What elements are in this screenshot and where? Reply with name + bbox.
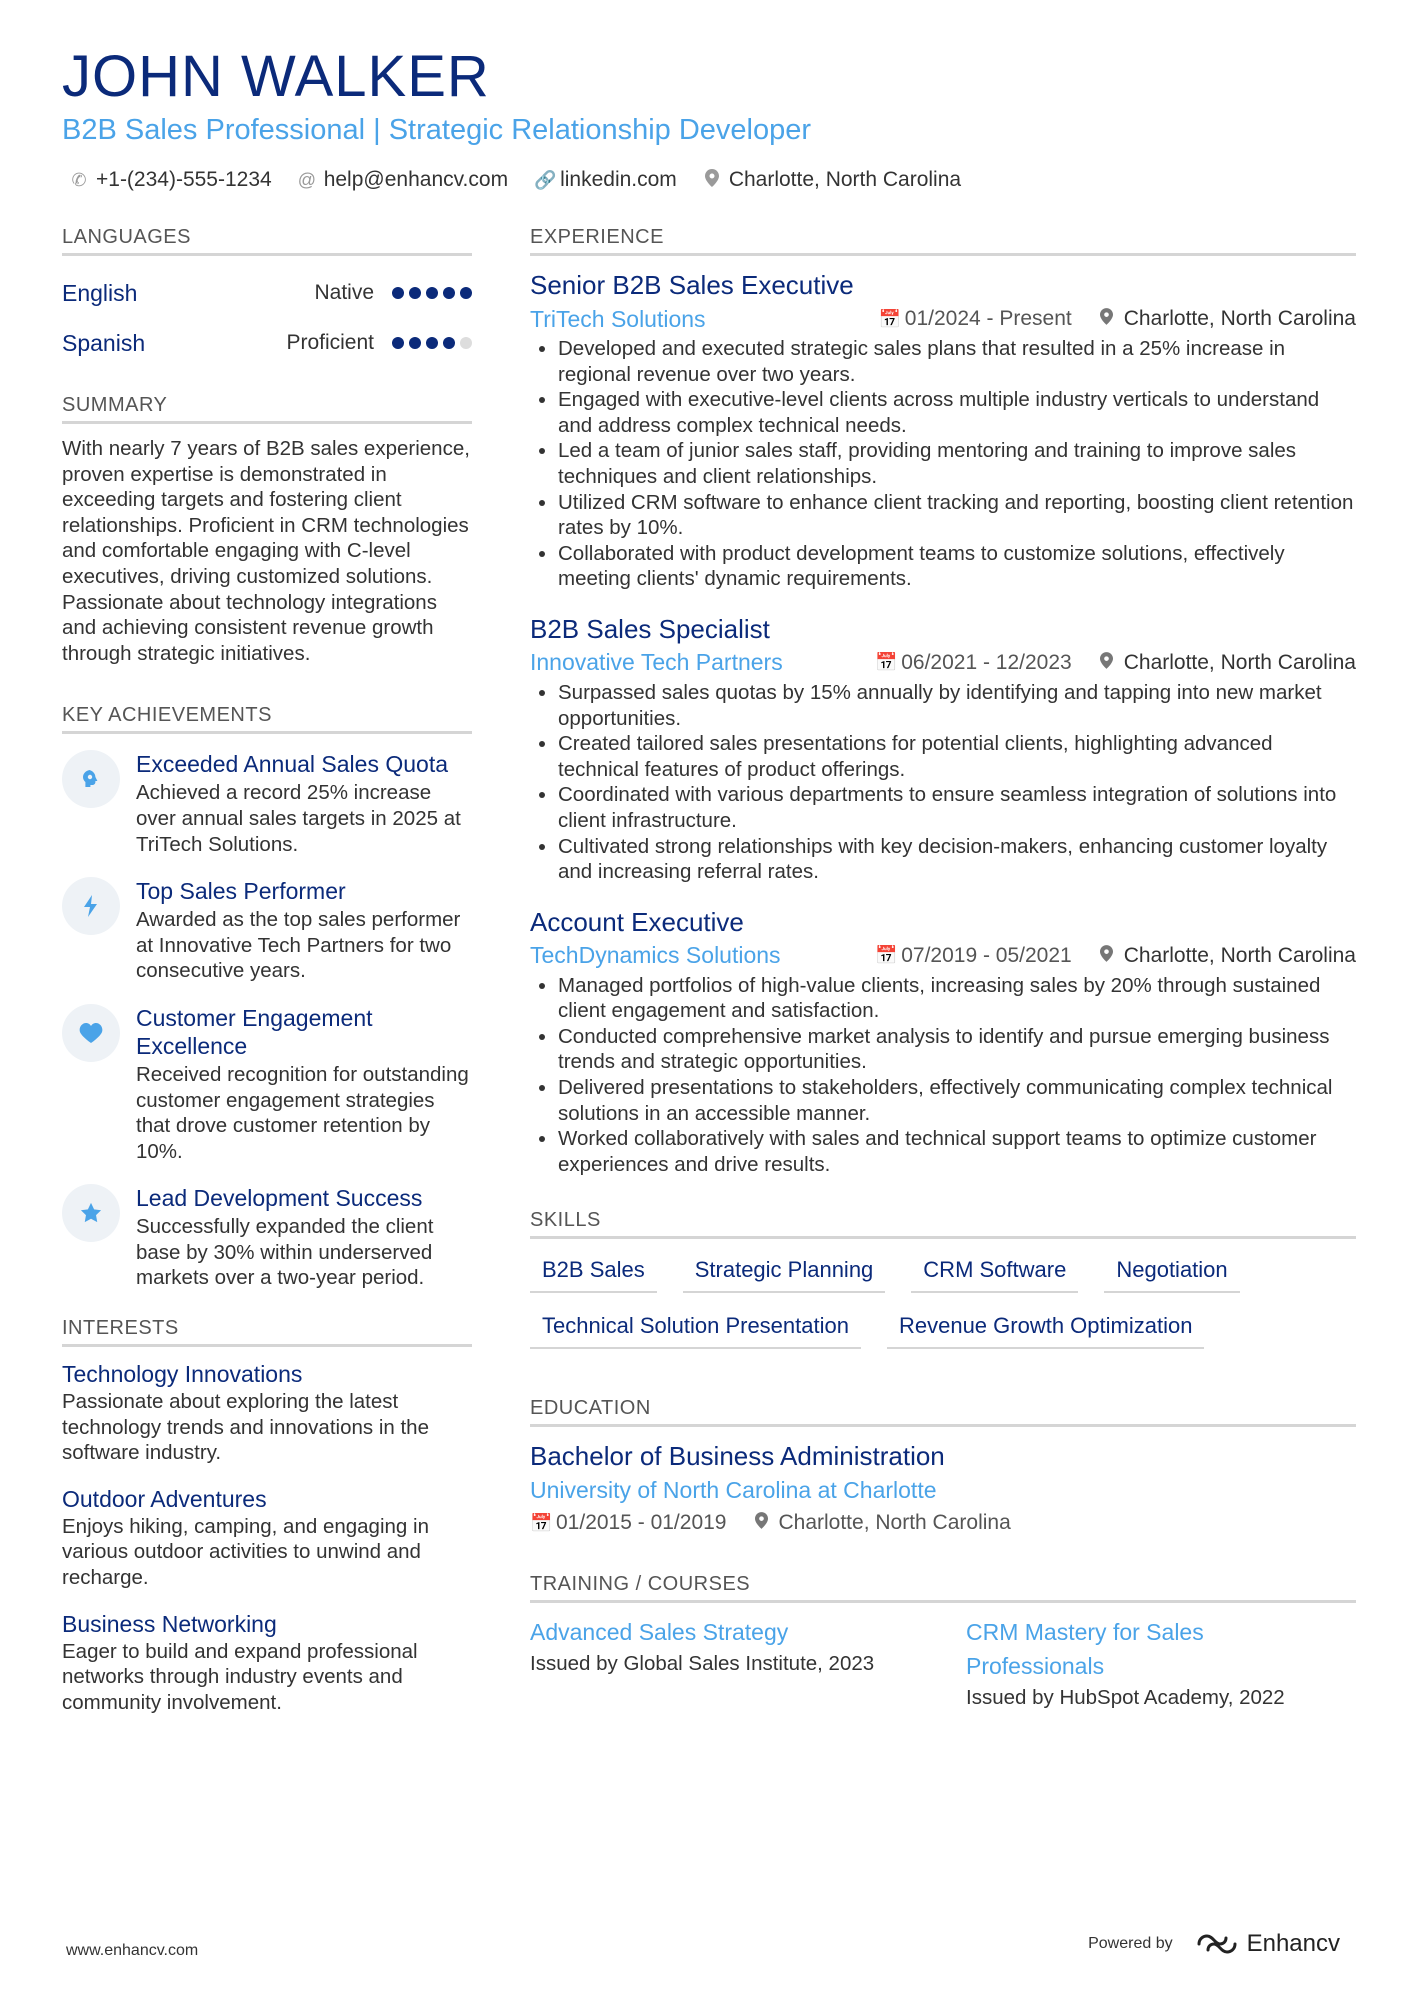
heart-icon bbox=[62, 1004, 120, 1062]
location-pin-icon bbox=[752, 1507, 770, 1539]
candidate-headline: B2B Sales Professional | Strategic Relationship Developer bbox=[62, 114, 812, 146]
job-entry bbox=[530, 268, 1356, 592]
experience-section bbox=[530, 226, 1356, 1177]
interest-item bbox=[62, 1359, 472, 1466]
job-bullet: • Developed and executed strategic sales plans that resulted in a 25% increase in regional revenue over two years. bbox=[558, 336, 1356, 387]
dot-filled bbox=[443, 287, 455, 299]
achievement-title: Top Sales Performer bbox=[136, 878, 346, 905]
phone-icon: ✆ bbox=[71, 169, 87, 190]
at-icon: @ bbox=[297, 169, 316, 190]
achievement-item bbox=[62, 750, 472, 857]
job-dates: 07/2019 - 05/2021 bbox=[901, 943, 1072, 967]
linkedin-text[interactable]: linkedin.com bbox=[560, 168, 677, 191]
job-bullets bbox=[530, 680, 1356, 885]
job-bullet: • Conducted comprehensive market analysis to identify and pursue emerging business trends and strategic opportunities. bbox=[558, 1024, 1356, 1075]
contact-linkedin[interactable] bbox=[534, 168, 677, 192]
interests-heading: INTERESTS bbox=[62, 1317, 472, 1347]
job-bullet: • Created tailored sales presentations for potential clients, highlighting advanced technical features of product offerings. bbox=[558, 731, 1356, 782]
interests-section bbox=[62, 1317, 472, 1715]
job-bullet: • Delivered presentations to stakeholders, effectively communicating complex technical solutions in an accessible manner. bbox=[558, 1075, 1356, 1126]
course-title: CRM Mastery for Sales Professionals bbox=[966, 1619, 1204, 1680]
education-location: Charlotte, North Carolina bbox=[778, 1511, 1011, 1535]
course-issuer: Issued by HubSpot Academy, 2022 bbox=[966, 1686, 1285, 1710]
job-entry bbox=[530, 612, 1356, 885]
achievement-title: Exceeded Annual Sales Quota bbox=[136, 751, 449, 778]
language-item bbox=[62, 318, 472, 368]
interest-title: Technology Innovations bbox=[62, 1361, 303, 1388]
location-pin-icon bbox=[1098, 945, 1116, 967]
contact-email[interactable] bbox=[298, 168, 508, 192]
education-heading: EDUCATION bbox=[530, 1397, 1356, 1427]
training-section bbox=[530, 1573, 1356, 1713]
achievement-description: Successfully expanded the client base by 30% within underserved markets over a two-year period. bbox=[136, 1215, 434, 1290]
phone-text: +1-(234)-555-1234 bbox=[96, 168, 272, 191]
course-title: Advanced Sales Strategy bbox=[530, 1619, 789, 1646]
dot-filled bbox=[409, 337, 421, 349]
calendar-icon: 📅 bbox=[875, 652, 898, 673]
link-icon: 🔗 bbox=[534, 169, 557, 190]
language-level: Native bbox=[314, 281, 374, 304]
company-name: TriTech Solutions bbox=[530, 305, 706, 332]
footer-branding bbox=[1088, 1930, 1340, 1958]
language-item bbox=[62, 268, 472, 318]
interest-title: Business Networking bbox=[62, 1610, 277, 1637]
skill-tag: CRM Software bbox=[911, 1251, 1078, 1293]
email-text[interactable]: help@enhancv.com bbox=[323, 168, 509, 191]
job-dates: 01/2024 - Present bbox=[904, 307, 1072, 330]
dot-filled bbox=[443, 337, 455, 349]
interest-description: Enjoys hiking, camping, and engaging in various outdoor activities to unwind and recharge. bbox=[62, 1514, 429, 1590]
course-item bbox=[530, 1615, 910, 1713]
skill-tag: Technical Solution Presentation bbox=[530, 1307, 861, 1349]
location-pin-icon bbox=[1098, 652, 1116, 674]
skill-tag: Negotiation bbox=[1104, 1251, 1239, 1293]
contact-bar bbox=[70, 168, 961, 192]
achievement-item bbox=[62, 877, 472, 984]
summary-text: With nearly 7 years of B2B sales experience, proven expertise is demonstrated in exceeding targets and fostering client relationships. Proficient in CRM technologies and comfortable engaging with C-level executives, driving customized solutions. Passionate about technology integrations and achieving consistent revenue growth through strategic initiatives. bbox=[62, 437, 470, 665]
candidate-name: JOHN WALKER bbox=[62, 44, 490, 109]
skill-tag: Strategic Planning bbox=[683, 1251, 886, 1293]
languages-section bbox=[62, 226, 472, 368]
summary-heading: SUMMARY bbox=[62, 394, 472, 424]
powered-by-label: Powered by bbox=[1088, 1935, 1173, 1952]
job-bullet: • Surpassed sales quotas by 15% annually by identifying and tapping into new market opportunities. bbox=[558, 680, 1356, 731]
achievement-title: Customer Engagement Excellence bbox=[136, 1004, 373, 1059]
dot-filled bbox=[426, 287, 438, 299]
dot-filled bbox=[392, 337, 404, 349]
enhancv-logo-icon bbox=[1195, 1932, 1239, 1956]
language-name: English bbox=[62, 279, 138, 306]
brand-name: Enhancv bbox=[1246, 1930, 1340, 1957]
interest-item bbox=[62, 1609, 472, 1716]
company-name: Innovative Tech Partners bbox=[530, 649, 783, 676]
location-pin-icon bbox=[703, 169, 721, 192]
interest-description: Passionate about exploring the latest technology trends and innovations in the software industry. bbox=[62, 1390, 429, 1465]
skills-list bbox=[530, 1251, 1356, 1349]
interest-item bbox=[62, 1484, 472, 1591]
lightning-icon bbox=[62, 877, 120, 935]
achievement-item bbox=[62, 1184, 472, 1291]
contact-phone bbox=[70, 168, 272, 192]
job-location: Charlotte, North Carolina bbox=[1123, 943, 1356, 967]
dot-empty bbox=[460, 337, 472, 349]
job-bullet: • Engaged with executive-level clients across multiple industry verticals to understand and address complex technical needs. bbox=[558, 387, 1356, 438]
job-bullet: • Coordinated with various departments to ensure seamless integration of solutions into client infrastructure. bbox=[558, 782, 1356, 833]
job-dates: 06/2021 - 12/2023 bbox=[901, 650, 1072, 674]
calendar-icon: 📅 bbox=[530, 1513, 553, 1534]
interest-description: Eager to build and expand professional networks through industry events and community involvement. bbox=[62, 1639, 418, 1714]
experience-heading: EXPERIENCE bbox=[530, 226, 1356, 256]
achievement-description: Received recognition for outstanding customer engagement strategies that drove customer retention by 10%. bbox=[136, 1062, 469, 1163]
achievement-item bbox=[62, 1004, 472, 1164]
skills-heading: SKILLS bbox=[530, 1209, 1356, 1239]
skill-tag: Revenue Growth Optimization bbox=[887, 1307, 1204, 1349]
proficiency-dots bbox=[392, 287, 472, 299]
job-bullet: • Utilized CRM software to enhance client tracking and reporting, boosting client retention rates by 10%. bbox=[558, 490, 1356, 541]
job-bullet: • Managed portfolios of high-value clients, increasing sales by 20% through sustained client engagement and satisfaction. bbox=[558, 973, 1356, 1024]
footer-website[interactable]: www.enhancv.com bbox=[66, 1942, 199, 1959]
job-bullet: • Led a team of junior sales staff, providing mentoring and training to improve sales techniques and client relationships. bbox=[558, 438, 1356, 489]
dot-filled bbox=[409, 287, 421, 299]
brain-icon bbox=[62, 750, 120, 808]
company-name: TechDynamics Solutions bbox=[530, 942, 781, 969]
achievement-title: Lead Development Success bbox=[136, 1185, 423, 1212]
job-bullet: • Worked collaboratively with sales and technical support teams to optimize customer experiences and drive results. bbox=[558, 1126, 1356, 1177]
job-title: Account Executive bbox=[530, 906, 744, 937]
job-location: Charlotte, North Carolina bbox=[1123, 650, 1356, 674]
left-column bbox=[62, 226, 472, 1733]
location-text: Charlotte, North Carolina bbox=[728, 168, 962, 191]
achievements-heading: KEY ACHIEVEMENTS bbox=[62, 704, 472, 734]
skill-tag: B2B Sales bbox=[530, 1251, 657, 1293]
contact-location bbox=[703, 168, 961, 192]
job-bullets bbox=[530, 336, 1356, 592]
dot-filled bbox=[460, 287, 472, 299]
calendar-icon: 📅 bbox=[878, 308, 902, 329]
dot-filled bbox=[426, 337, 438, 349]
degree-title: Bachelor of Business Administration bbox=[530, 1441, 945, 1472]
enhancv-logo[interactable] bbox=[1195, 1930, 1340, 1958]
location-pin-icon bbox=[1098, 308, 1116, 330]
achievement-description: Awarded as the top sales performer at Innovative Tech Partners for two consecutive years. bbox=[136, 908, 461, 983]
job-bullet: • Collaborated with product development teams to customize solutions, effectively meeting clients' dynamic requirements. bbox=[558, 541, 1356, 592]
job-entry bbox=[530, 905, 1356, 1178]
skills-section bbox=[530, 1209, 1356, 1349]
course-issuer: Issued by Global Sales Institute, 2023 bbox=[530, 1652, 875, 1676]
proficiency-dots bbox=[392, 337, 472, 349]
job-bullets bbox=[530, 973, 1356, 1178]
school-name: University of North Carolina at Charlotte bbox=[530, 1477, 937, 1504]
achievements-section bbox=[62, 704, 472, 1291]
languages-heading: LANGUAGES bbox=[62, 226, 472, 256]
course-item bbox=[966, 1615, 1346, 1713]
dot-filled bbox=[392, 287, 404, 299]
calendar-icon: 📅 bbox=[875, 945, 898, 966]
courses-list bbox=[530, 1615, 1356, 1713]
summary-section bbox=[62, 394, 472, 666]
language-level: Proficient bbox=[286, 331, 374, 354]
education-section bbox=[530, 1397, 1356, 1539]
language-name: Spanish bbox=[62, 329, 146, 356]
training-heading: TRAINING / COURSES bbox=[530, 1573, 1356, 1603]
star-icon bbox=[62, 1184, 120, 1242]
job-title: B2B Sales Specialist bbox=[530, 613, 770, 644]
job-location: Charlotte, North Carolina bbox=[1123, 307, 1356, 330]
job-bullet: • Cultivated strong relationships with key decision-makers, enhancing customer loyalty and increasing referral rates. bbox=[558, 834, 1356, 885]
right-column bbox=[530, 226, 1356, 1713]
achievement-description: Achieved a record 25% increase over annual sales targets in 2025 at TriTech Solutions. bbox=[136, 781, 461, 856]
job-title: Senior B2B Sales Executive bbox=[530, 270, 854, 300]
education-dates: 01/2015 - 01/2019 bbox=[556, 1511, 727, 1535]
interest-title: Outdoor Adventures bbox=[62, 1485, 267, 1512]
